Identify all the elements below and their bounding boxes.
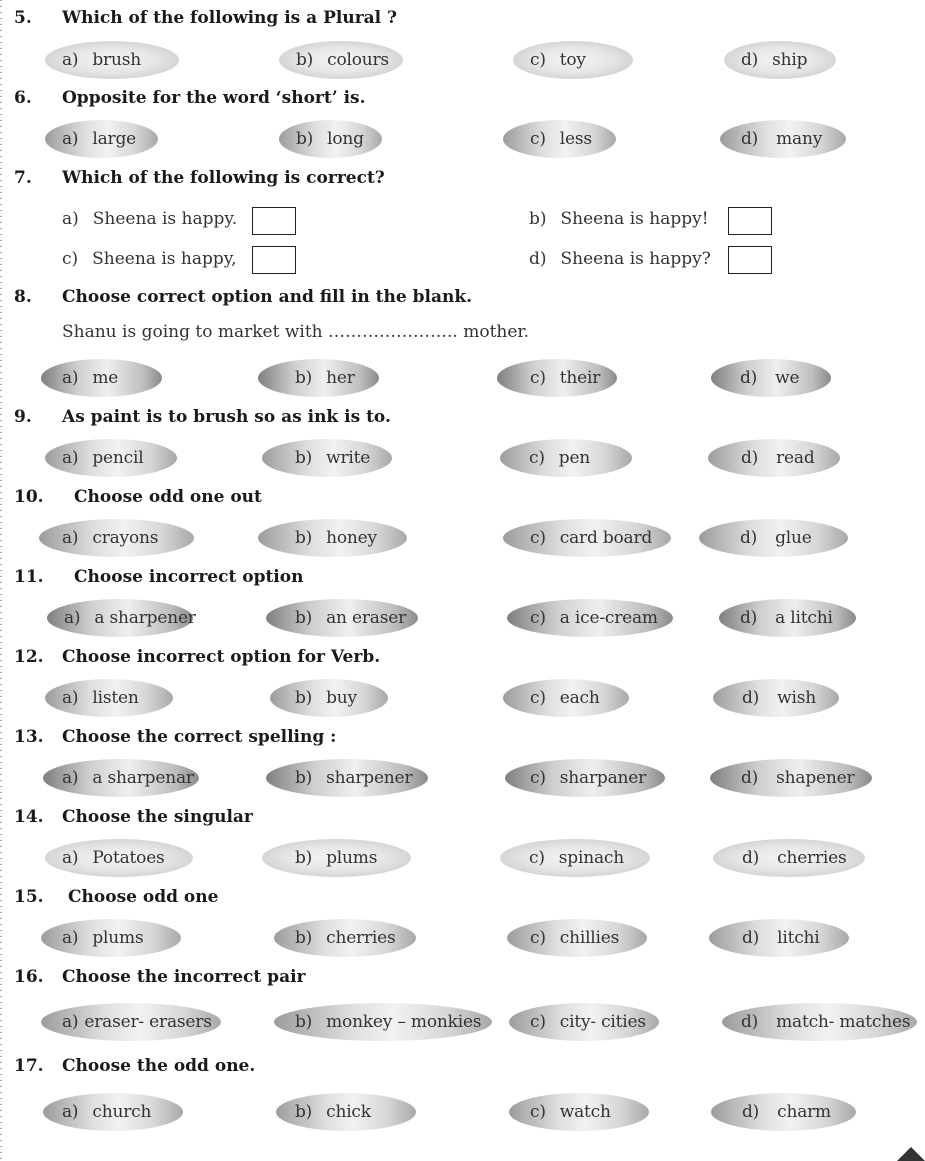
option-5a[interactable]: a) brush [45,41,179,79]
option-12b[interactable]: b) buy [270,679,388,717]
option-8a[interactable]: a) me [41,359,162,397]
option-13d[interactable]: d) shapener [710,759,872,797]
option-14c[interactable]: c) spinach [500,839,650,877]
option-12d[interactable]: d) wish [713,679,839,717]
option-11c[interactable]: c) a ice-cream [507,599,673,637]
option-11a[interactable]: a) a sharpener [47,599,193,637]
option-6c[interactable]: c) less [503,120,616,158]
question-8: 8. Choose correct option and fill in the blank. [14,287,473,307]
option-10a[interactable]: a) crayons [39,519,194,557]
option-12c[interactable]: c) each [503,679,629,717]
option-16c[interactable]: c) city- cities [509,1003,659,1041]
option-11b[interactable]: b) an eraser [266,599,418,637]
option-11d[interactable]: d) a litchi [719,599,856,637]
option-17d[interactable]: d) charm [711,1093,856,1131]
option-12a[interactable]: a) listen [45,679,173,717]
question-13: 13. Choose the correct spelling : [14,727,337,747]
option-10d[interactable]: d) glue [699,519,848,557]
page-margin-dots [0,0,2,1161]
option-16b[interactable]: b) monkey – monkies [274,1003,492,1041]
question-17: 17. Choose the odd one. [14,1056,256,1076]
option-13c[interactable]: c) sharpaner [505,759,665,797]
option-10c[interactable]: c) card board [503,519,671,557]
option-7c: c) Sheena is happy, [62,249,237,269]
option-7b: b) Sheena is happy! [529,209,709,229]
question-14: 14. Choose the singular [14,807,253,827]
option-8c[interactable]: c) their [497,359,617,397]
option-17c[interactable]: c) watch [509,1093,649,1131]
checkbox-7c[interactable] [252,246,296,274]
option-5d[interactable]: d) ship [724,41,836,79]
option-6d[interactable]: d) many [720,120,846,158]
option-15d[interactable]: d) litchi [709,919,849,957]
option-17a[interactable]: a) church [43,1093,183,1131]
option-14b[interactable]: b) plums [262,839,411,877]
question-10: 10. Choose odd one out [14,487,262,507]
question-5: 5. Which of the following is a Plural ? [14,8,398,28]
option-15b[interactable]: b) cherries [274,919,416,957]
page-corner-arrow-icon [897,1147,925,1161]
question-16: 16. Choose the incorrect pair [14,967,306,987]
question-6: 6. Opposite for the word ‘short’ is. [14,88,366,108]
option-5c[interactable]: c) toy [513,41,633,79]
question-9: 9. As paint is to brush so as ink is to. [14,407,391,427]
question-11: 11. Choose incorrect option [14,567,304,587]
checkbox-7b[interactable] [728,207,772,235]
option-16d[interactable]: d) match- matches [722,1003,917,1041]
question-7: 7. Which of the following is correct? [14,168,385,188]
option-17b[interactable]: b) chick [276,1093,416,1131]
option-6a[interactable]: a) large [45,120,158,158]
option-14a[interactable]: a) Potatoes [45,839,193,877]
option-5b[interactable]: b) colours [279,41,403,79]
option-16a[interactable]: a) eraser- erasers [41,1003,221,1041]
option-14d[interactable]: d) cherries [713,839,865,877]
option-9b[interactable]: b) write [262,439,392,477]
fill-blank-sentence: Shanu is going to market with ………………….. mother. [62,322,530,342]
option-15c[interactable]: c) chillies [507,919,647,957]
option-7a: a) Sheena is happy. [62,209,238,229]
option-9a[interactable]: a) pencil [45,439,177,477]
option-13a[interactable]: a) a sharpenar [43,759,199,797]
checkbox-7d[interactable] [728,246,772,274]
question-12: 12. Choose incorrect option for Verb. [14,647,381,667]
question-15: 15. Choose odd one [14,887,219,907]
option-9d[interactable]: d) read [708,439,840,477]
option-8b[interactable]: b) her [258,359,379,397]
option-6b[interactable]: b) long [279,120,382,158]
option-8d[interactable]: d) we [711,359,831,397]
option-10b[interactable]: b) honey [258,519,407,557]
checkbox-7a[interactable] [252,207,296,235]
option-13b[interactable]: b) sharpener [266,759,428,797]
option-9c[interactable]: c) pen [500,439,632,477]
option-7d: d) Sheena is happy? [529,249,711,269]
option-15a[interactable]: a) plums [41,919,181,957]
